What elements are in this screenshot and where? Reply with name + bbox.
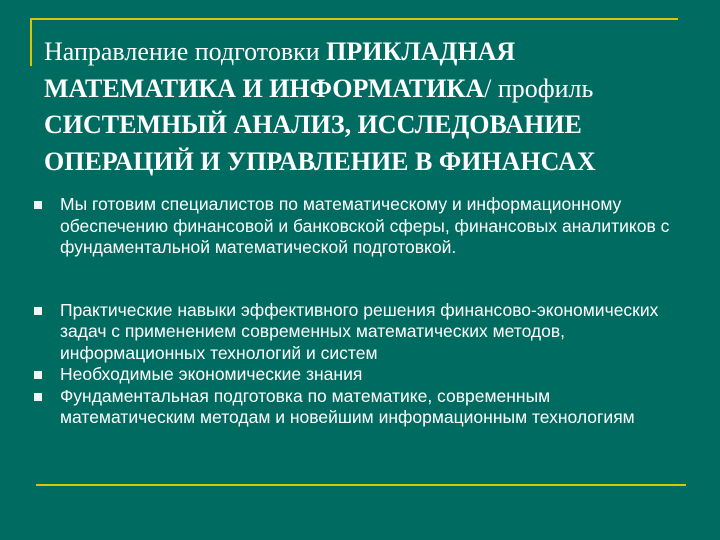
bullet-item [34,194,684,259]
bullet-text: Необходимые экономические знания [60,364,363,384]
frame-line-top [30,18,678,20]
bullet-list [34,194,684,429]
slide-title [44,34,684,180]
bullet-item [34,300,684,365]
bullet-marker-icon [34,201,42,209]
bullet-text: Мы готовим специалистов по математическому и информационному обеспечению финансовой и банковской сферы, финансовых аналитиков с фундаментальной математической подготовкой. [60,194,670,257]
bullet-item [34,386,684,429]
bullet-marker-icon [34,393,42,401]
title-profile: СИСТЕМНЫЙ АНАЛИЗ, ИССЛЕДОВАНИЕ ОПЕРАЦИЙ И УПРАВЛЕНИЕ В ФИНАНСАХ [44,110,596,176]
frame-line-left [30,18,32,66]
frame-line-bottom [36,484,686,486]
bullet-marker-icon [34,371,42,379]
bullet-text: Практические навыки эффективного решения финансово-экономических задач с применением современных математических методов, информационных технологий и систем [60,299,659,363]
title-program: ПРИКЛАДНАЯ МАТЕМАТИКА И ИНФОРМАТИКА [44,37,516,103]
bullet-marker-icon [34,307,42,315]
bullet-item [34,364,684,386]
bullet-text: Фундаментальная подготовка по математике, современным математическим методам и новейшим информационным технологиям [60,385,635,427]
title-profile-label: / профиль [484,73,594,103]
title-prefix: Направление подготовки [44,37,327,66]
